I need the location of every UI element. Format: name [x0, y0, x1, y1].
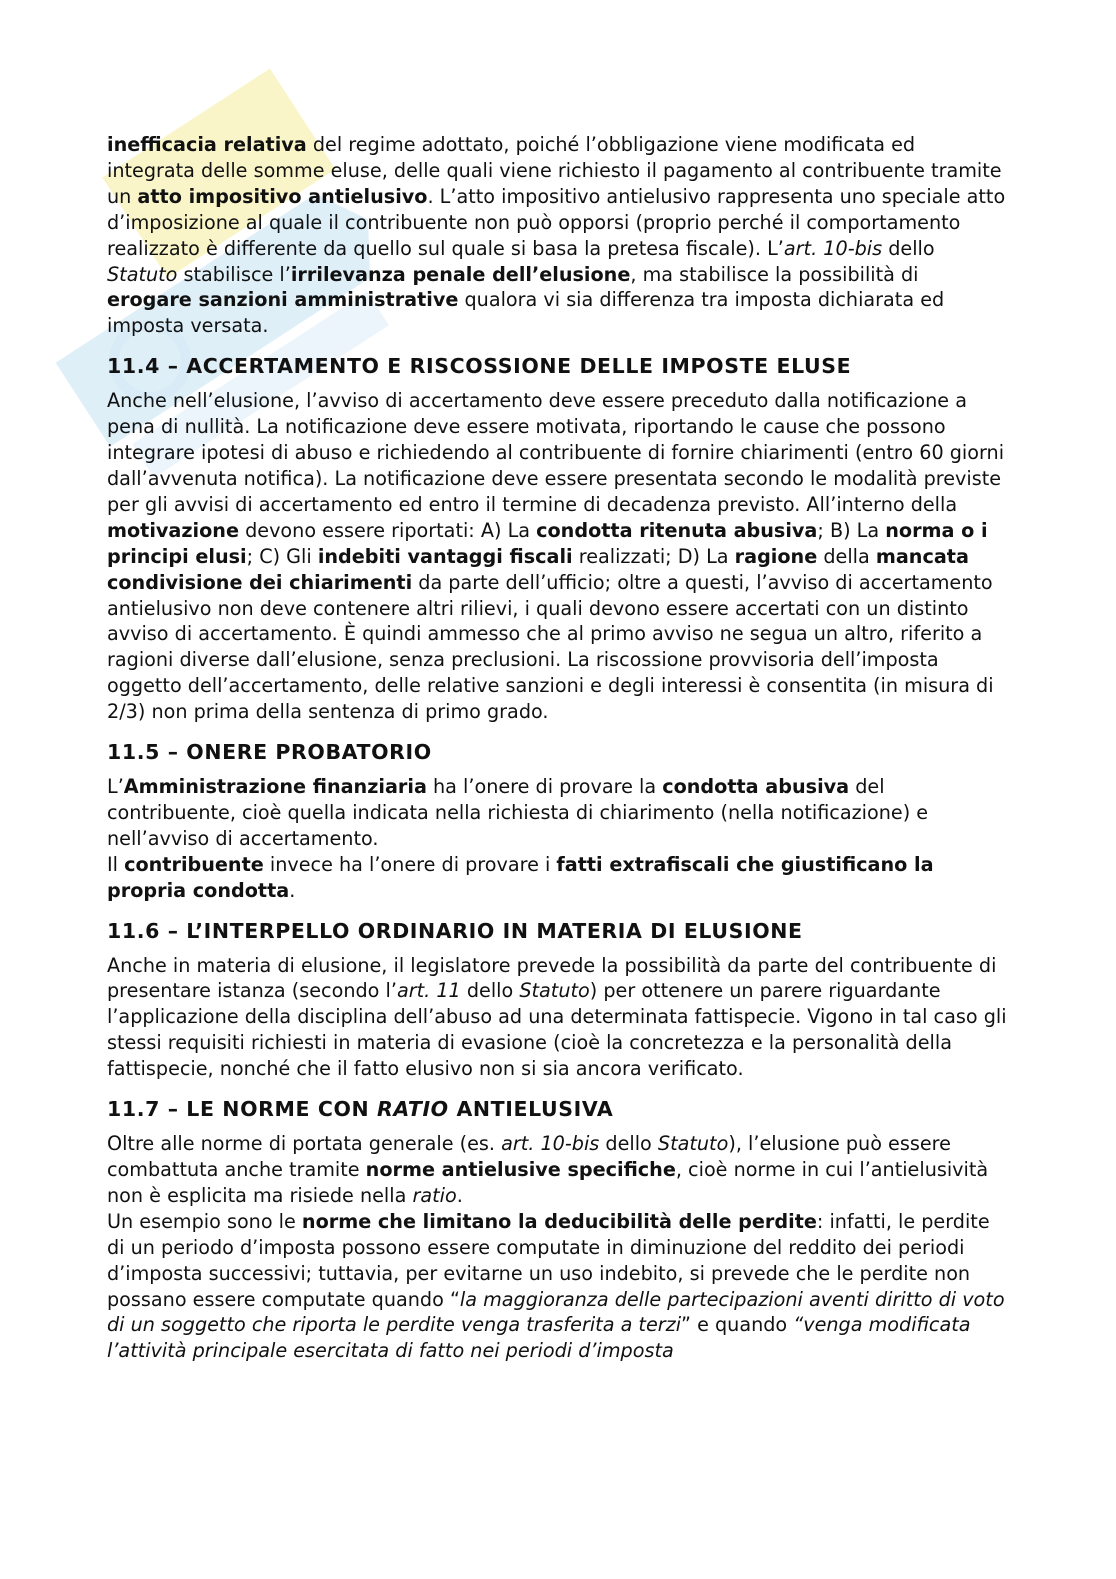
text-run: ha l’onere di provare la	[426, 775, 663, 799]
text-run: erogare sanzioni amministrative	[107, 288, 459, 312]
text-run: del contribuente, cioè quella indicata nella richiesta di chiarimento (nella notificazione) e nell’avviso di accertamento.	[107, 775, 929, 850]
text-run: invece ha l’onere di provare i	[263, 852, 557, 876]
text-run: art. 11	[396, 979, 461, 1003]
text-run: della	[817, 544, 876, 568]
text-run: qualora vi sia differenza tra imposta dichiarata ed imposta versata.	[107, 288, 945, 338]
text-run: norme antielusive specifiche	[365, 1158, 676, 1181]
text-run: condotta ritenuta abusiva	[536, 518, 818, 542]
text-run: Statuto	[107, 262, 178, 286]
section-11-7-heading-ratio: RATIO	[376, 1097, 449, 1122]
text-run: da parte dell’ufficio; oltre a questi, l’avviso di accertamento antielusivo non deve contenere altri rilievi, i quali devono essere accertati con un distinto avviso di accertamento. È quindi ammesso che al primo avviso ne segua un altro, riferito a ragioni diverse dall’elusione, senza preclusioni. La riscossione provvisoria dell’imposta oggetto dell’accertamento, delle relative sanzioni e degli interessi è consentita (in misura di 2/3) non prima della sentenza di primo grado.	[107, 570, 994, 724]
intro-paragraph	[107, 132, 1007, 339]
text-run: motivazione	[107, 518, 239, 542]
text-run: indebiti vantaggi fiscali	[317, 544, 573, 568]
text-run: Statuto	[657, 1132, 729, 1156]
text-run: ratio	[412, 1183, 457, 1207]
text-run: inefficacia relativa	[107, 133, 307, 156]
text-run: ; C) Gli	[246, 544, 318, 568]
section-11-4-paragraph	[107, 388, 1007, 725]
text-run: ), l’elusione può essere combattuta anche tramite	[107, 1132, 951, 1181]
text-run: fatti extrafiscali che giustificano la propria condotta	[107, 852, 934, 902]
text-run: dello	[882, 236, 935, 260]
text-run: la maggioranza delle partecipazioni aventi diritto di voto di un soggetto che riporta le perdite venga trasferita a terzi	[107, 1287, 1005, 1337]
text-run: stabilisce l’	[177, 262, 291, 286]
text-run: dello	[599, 1132, 658, 1156]
text-run: contribuente	[124, 852, 264, 876]
text-run: . L’atto impositivo antielusivo rappresenta uno speciale atto d’imposizione al quale il contribuente non può opporsi (proprio perché il comportamento realizzato è differente da quello sul quale si basa la pretesa fiscale). L’	[107, 184, 1006, 260]
text-run: realizzati; D) La	[572, 544, 735, 568]
section-11-5-paragraph-2	[107, 852, 1007, 904]
section-11-6-paragraph	[107, 953, 1007, 1083]
text-run: irrilevanza penale dell’elusione	[290, 262, 631, 286]
section-11-7-paragraph-2	[107, 1209, 1007, 1364]
document-page	[107, 132, 1007, 1364]
section-11-7-heading	[107, 1096, 1007, 1122]
section-11-5-paragraph-1	[107, 774, 1007, 852]
text-run: Statuto	[519, 979, 590, 1003]
text-run: atto impositivo antielusivo	[137, 184, 428, 208]
text-run: , cioè norme in cui l’antielusività non è esplicita ma risiede nella	[107, 1158, 989, 1207]
text-run: Oltre alle norme di portata generale (es.	[107, 1132, 502, 1156]
text-run: Il	[107, 852, 125, 876]
text-run: norma o i principi elusi	[107, 518, 988, 568]
section-11-5-heading: 11.5 – ONERE PROBATORIO	[107, 740, 432, 765]
text-run: dello	[460, 979, 520, 1003]
text-run: mancata condivisione dei chiarimenti	[107, 544, 969, 594]
text-run: norme che limitano la deducibilità delle perdite	[301, 1209, 817, 1233]
text-run: Un esempio sono le	[107, 1209, 302, 1233]
text-run: Amministrazione finanziaria	[123, 775, 427, 799]
section-11-7-paragraph-1	[107, 1131, 1007, 1209]
text-run: .	[289, 878, 296, 902]
text-run: ragione	[734, 544, 818, 568]
text-run: Anche in materia di elusione, il legislatore prevede la possibilità da parte del contribuente di presentare istanza (secondo l’	[107, 953, 997, 1003]
text-run: ” e quando	[681, 1313, 794, 1337]
text-run: art. 10-bis	[783, 236, 883, 260]
text-run: “venga modificata l’attività principale esercitata di fatto nei periodi d’imposta	[107, 1313, 971, 1363]
section-11-7-heading-post: ANTIELUSIVA	[448, 1097, 614, 1122]
text-run: L’	[107, 775, 124, 799]
text-run: devono essere riportati: A) La	[238, 518, 537, 542]
text-run: art. 10-bis	[501, 1132, 600, 1156]
section-11-6-heading: 11.6 – L’INTERPELLO ORDINARIO IN MATERIA DI ELUSIONE	[107, 918, 803, 943]
section-11-7-heading-pre: 11.7 – LE NORME CON	[107, 1097, 377, 1122]
section-11-4-heading: 11.4 – ACCERTAMENTO E RISCOSSIONE DELLE IMPOSTE ELUSE	[107, 354, 852, 379]
text-run: .	[456, 1183, 463, 1207]
text-run: condotta abusiva	[662, 775, 850, 799]
text-run: del regime adottato, poiché l’obbligazione viene modificata ed integrata delle somme eluse, delle quali viene richiesto il pagamento al contribuente tramite un	[107, 133, 1002, 208]
text-run: ) per ottenere un parere riguardante l’applicazione della disciplina dell’abuso ad una determinata fattispecie. Vigono in tal caso gli stessi requisiti richiesti in materia di evasione (cioè la concretezza e la personalità della fattispecie, nonché che il fatto elusivo non si sia ancora verificato.	[107, 979, 1007, 1081]
text-run: , ma stabilisce la possibilità di	[630, 262, 919, 286]
text-run: ; B) La	[817, 518, 886, 542]
text-run: Anche nell’elusione, l’avviso di accertamento deve essere preceduto dalla notificazione a pena di nullità. La notificazione deve essere motivata, riportando le cause che possono integrare ipotesi di abuso e richiedendo al contribuente di fornire chiarimenti (entro 60 giorni dall’avvenuta notifica). La notificazione deve essere presentata secondo le modalità previste per gli avvisi di accertamento ed entro il termine di decadenza previsto. All’interno della	[107, 389, 1005, 516]
text-run: : infatti, le perdite di un periodo d’imposta possono essere computate in diminuzione del reddito dei periodi d’imposta successivi; tuttavia, per evitarne un uso indebito, si prevede che le perdite non possano essere computate quando “	[107, 1209, 990, 1311]
